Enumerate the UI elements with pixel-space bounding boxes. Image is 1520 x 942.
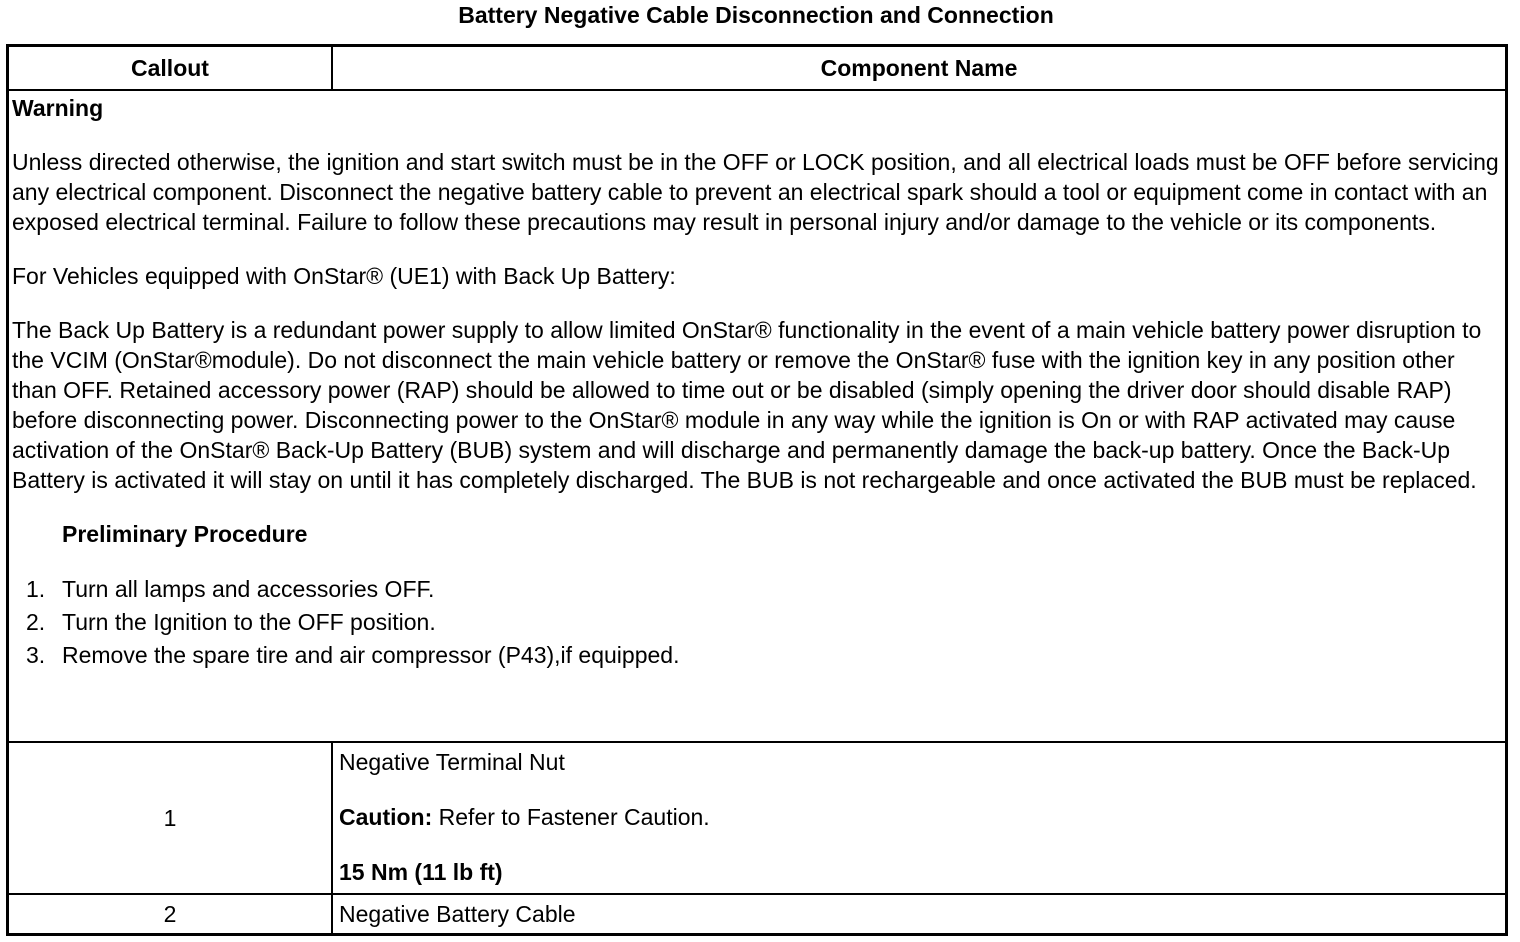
- table-header-row: [9, 47, 1505, 91]
- component-name-cell: [333, 895, 1505, 933]
- component-name: Negative Terminal Nut: [339, 749, 565, 775]
- caution-label: Caution:: [339, 804, 433, 830]
- step-number: 1.: [26, 576, 46, 602]
- warning-heading: Warning: [12, 95, 104, 121]
- component-table: [6, 44, 1508, 936]
- step-text: Remove the spare tire and air compressor (P43),if equipped.: [62, 642, 680, 668]
- component-name: Negative Battery Cable: [339, 901, 576, 927]
- table-row: [9, 743, 1505, 895]
- onstar-note: For Vehicles equipped with OnStar® (UE1) with Back Up Battery:: [12, 263, 676, 289]
- warning-cell: [9, 91, 1505, 741]
- step-text: Turn the Ignition to the OFF position.: [62, 609, 436, 635]
- step-number: 3.: [26, 642, 46, 668]
- procedure-heading: Preliminary Procedure: [62, 521, 308, 547]
- caution-note: [339, 802, 1499, 832]
- component-name-cell: [333, 743, 1505, 893]
- page-title: Battery Negative Cable Disconnection and Connection: [458, 2, 1054, 28]
- caution-text: Refer to Fastener Caution.: [432, 804, 710, 830]
- callout-column-header: Callout: [9, 47, 333, 89]
- warning-row: [9, 91, 1505, 743]
- step-text: Turn all lamps and accessories OFF.: [62, 576, 435, 602]
- procedure-step: [12, 606, 1501, 639]
- procedure-step: [12, 639, 1501, 672]
- procedure-step: [12, 573, 1501, 606]
- torque-spec: 15 Nm (11 lb ft): [339, 859, 503, 885]
- backup-battery-paragraph: The Back Up Battery is a redundant power supply to allow limited OnStar® functionality in the event of a main vehicle battery power disruption to the VCIM (OnStar®module). Do not disconnect the main vehicle battery or remove the OnStar® fuse with the ignition key in any position other than OFF. Retained accessory power (RAP) should be allowed to time out or be disabled (simply opening the driver door should disable RAP) before disconnecting power. Disconnecting power to the OnStar® module in any way while the ignition is On or with RAP activated may cause activation of the OnStar® Back-Up Battery (BUB) system and will discharge and permanently damage the back-up battery. Once the Back-Up Battery is activated it will stay on until it has completely discharged. The BUB is not rechargeable and once activated the BUB must be replaced.: [12, 317, 1482, 493]
- table-row: [9, 895, 1505, 933]
- procedure-steps: [12, 573, 1501, 672]
- step-number: 2.: [26, 609, 46, 635]
- callout-number: 1: [9, 743, 333, 893]
- warning-paragraph: Unless directed otherwise, the ignition and start switch must be in the OFF or LOCK position, and all electrical loads must be OFF before servicing any electrical component. Disconnect the negative battery cable to prevent an electrical spark should a tool or equipment come in contact with an exposed electrical terminal. Failure to follow these precautions may result in personal injury and/or damage to the vehicle or its components.: [12, 149, 1499, 235]
- callout-number: 2: [9, 895, 333, 933]
- component-name-column-header: Component Name: [820, 55, 1018, 81]
